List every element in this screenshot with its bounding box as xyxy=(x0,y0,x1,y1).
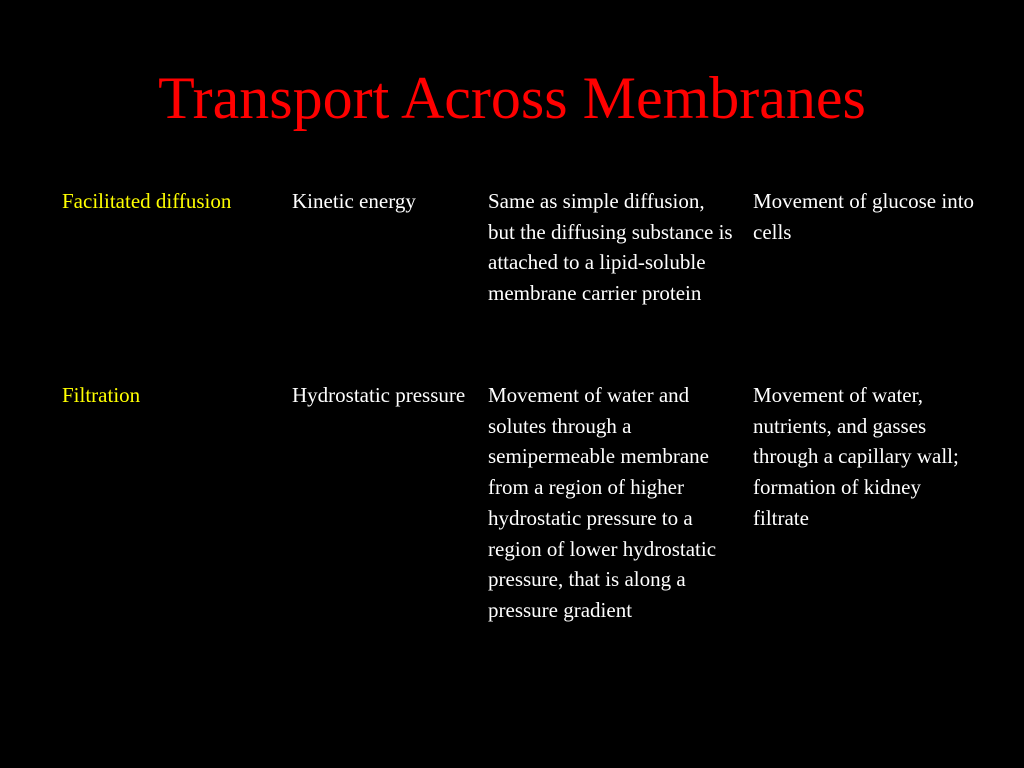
process-description: Movement of water and solutes through a semipermeable membrane from a region of higher hydrostatic pressure to a region of lower hydrostatic pressure, that is along a pressure gradient xyxy=(488,383,717,622)
slide-title: Transport Across Membranes xyxy=(158,65,866,131)
process-example: Movement of glucose into cells xyxy=(753,189,975,244)
process-name: Filtration xyxy=(62,383,141,407)
table-row xyxy=(62,186,982,380)
energy-source: Hydrostatic pressure xyxy=(292,383,466,407)
process-example: Movement of water, nutrients, and gasses through a capillary wall; formation of kidney filtrate xyxy=(753,383,959,530)
process-description: Same as simple diffusion, but the diffusing substance is attached to a lipid-soluble membrane carrier protein xyxy=(488,189,733,306)
transport-table xyxy=(62,186,982,700)
table-row xyxy=(62,380,982,700)
process-name: Facilitated diffusion xyxy=(62,189,232,213)
energy-source: Kinetic energy xyxy=(292,189,416,213)
